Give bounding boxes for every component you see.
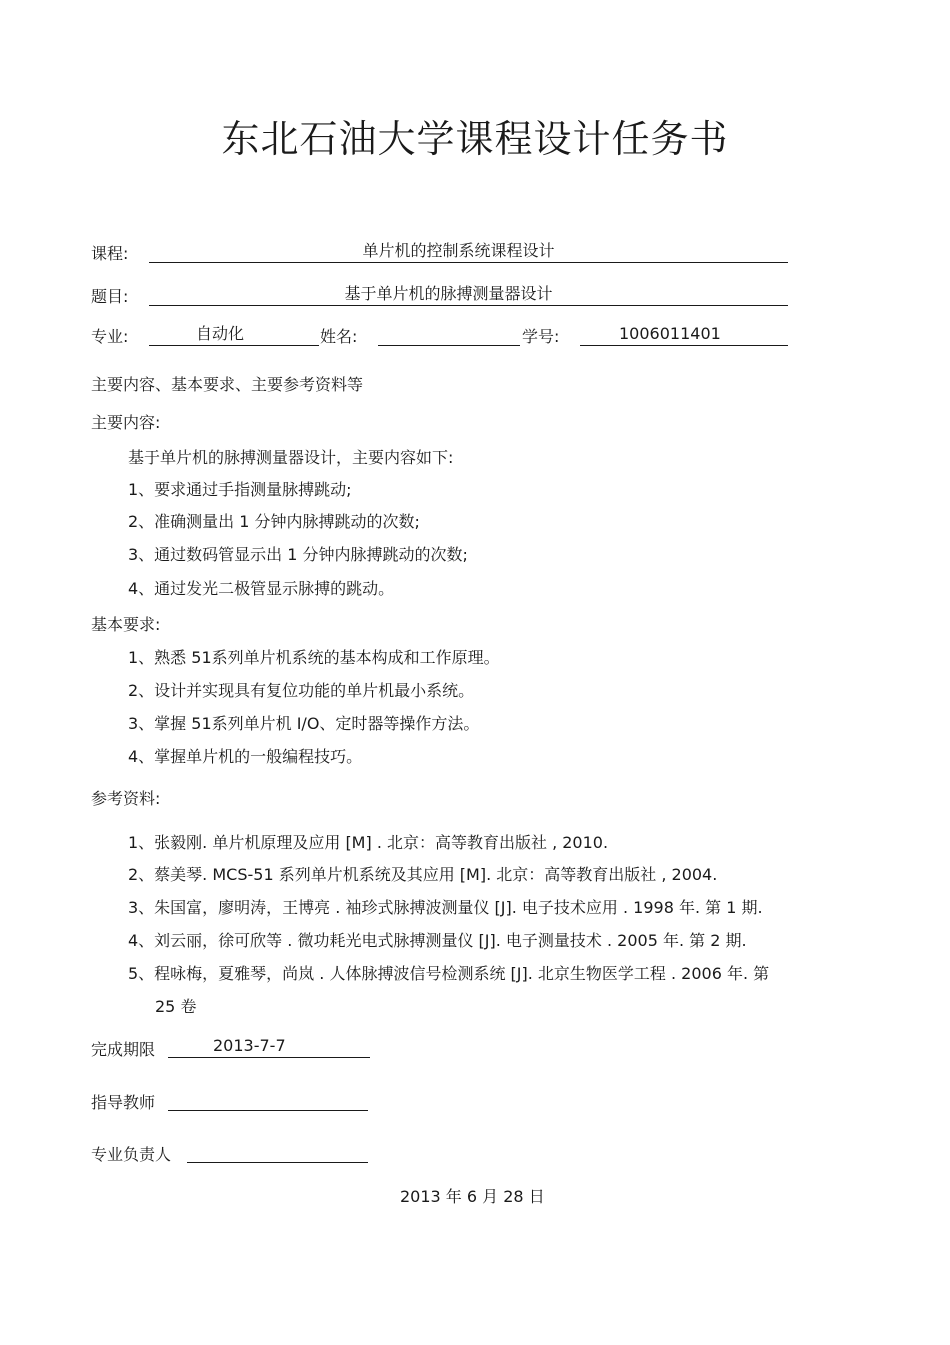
head-label: 专业负责人 — [91, 1145, 172, 1164]
reference-item: 2、蔡美琴. MCS-51 系列单片机系统及其应用 [M]. 北京：高等教育出版社 , 2004. — [128, 865, 718, 884]
signature-date: 2013 年 6 月 28 日 — [400, 1187, 545, 1206]
deadline-label: 完成期限 — [91, 1040, 156, 1059]
content-item: 2、准确测量出 1 分钟内脉搏跳动的次数; — [128, 512, 420, 531]
requirements-item: 2、设计并实现具有复位功能的单片机最小系统。 — [128, 681, 475, 700]
deadline-field[interactable] — [168, 1035, 370, 1058]
reference-item: 1、张毅刚. 单片机原理及应用 [M] . 北京：高等教育出版社 , 2010. — [128, 833, 609, 852]
content-item: 4、通过发光二极管显示脉搏的跳动。 — [128, 579, 395, 598]
reference-item: 4、刘云丽，徐可欣等 . 微功耗光电式脉搏测量仪 [J]. 电子测量技术 . 2005 年. 第 2 期. — [128, 931, 747, 950]
major-field[interactable] — [149, 323, 319, 346]
content-heading: 主要内容: — [91, 413, 161, 432]
content-item: 3、通过数码管显示出 1 分钟内脉搏跳动的次数; — [128, 545, 468, 564]
requirements-item: 4、掌握单片机的一般编程技巧。 — [128, 747, 363, 766]
document-title: 东北石油大学课程设计任务书 — [221, 117, 729, 161]
course-value: 单片机的控制系统课程设计 — [362, 241, 555, 260]
overview-heading: 主要内容、基本要求、主要参考资料等 — [91, 375, 364, 394]
deadline-value: 2013-7-7 — [213, 1036, 286, 1055]
name-field[interactable] — [378, 323, 520, 346]
topic-label: 题目: — [91, 287, 129, 306]
id-field[interactable] — [580, 323, 788, 346]
references-heading: 参考资料: — [91, 789, 161, 808]
advisor-field[interactable] — [168, 1088, 368, 1111]
major-label: 专业: — [91, 327, 129, 346]
content-item: 1、要求通过手指测量脉搏跳动; — [128, 480, 352, 499]
topic-field[interactable] — [149, 283, 788, 306]
advisor-label: 指导教师 — [91, 1093, 156, 1112]
course-field[interactable] — [149, 240, 788, 263]
course-label: 课程: — [91, 244, 129, 263]
requirements-heading: 基本要求: — [91, 615, 161, 634]
reference-item-continuation: 25 卷 — [155, 997, 197, 1016]
topic-value: 基于单片机的脉搏测量器设计 — [344, 284, 553, 303]
id-value: 1006011401 — [619, 324, 721, 343]
requirements-item: 1、熟悉 51系列单片机系统的基本构成和工作原理。 — [128, 648, 500, 667]
id-label: 学号: — [522, 327, 560, 346]
reference-item: 3、朱国富，廖明涛，王博亮 . 袖珍式脉搏波测量仪 [J]. 电子技术应用 . 1998 年. 第 1 期. — [128, 898, 763, 917]
content-intro: 基于单片机的脉搏测量器设计，主要内容如下: — [128, 448, 454, 467]
head-field[interactable] — [187, 1140, 368, 1163]
requirements-item: 3、掌握 51系列单片机 I/O、定时器等操作方法。 — [128, 714, 480, 733]
name-label: 姓名: — [320, 327, 358, 346]
major-value: 自动化 — [196, 324, 245, 343]
reference-item: 5、程咏梅，夏雅琴，尚岚 . 人体脉搏波信号检测系统 [J]. 北京生物医学工程 . 2006 年. 第 — [128, 964, 770, 983]
